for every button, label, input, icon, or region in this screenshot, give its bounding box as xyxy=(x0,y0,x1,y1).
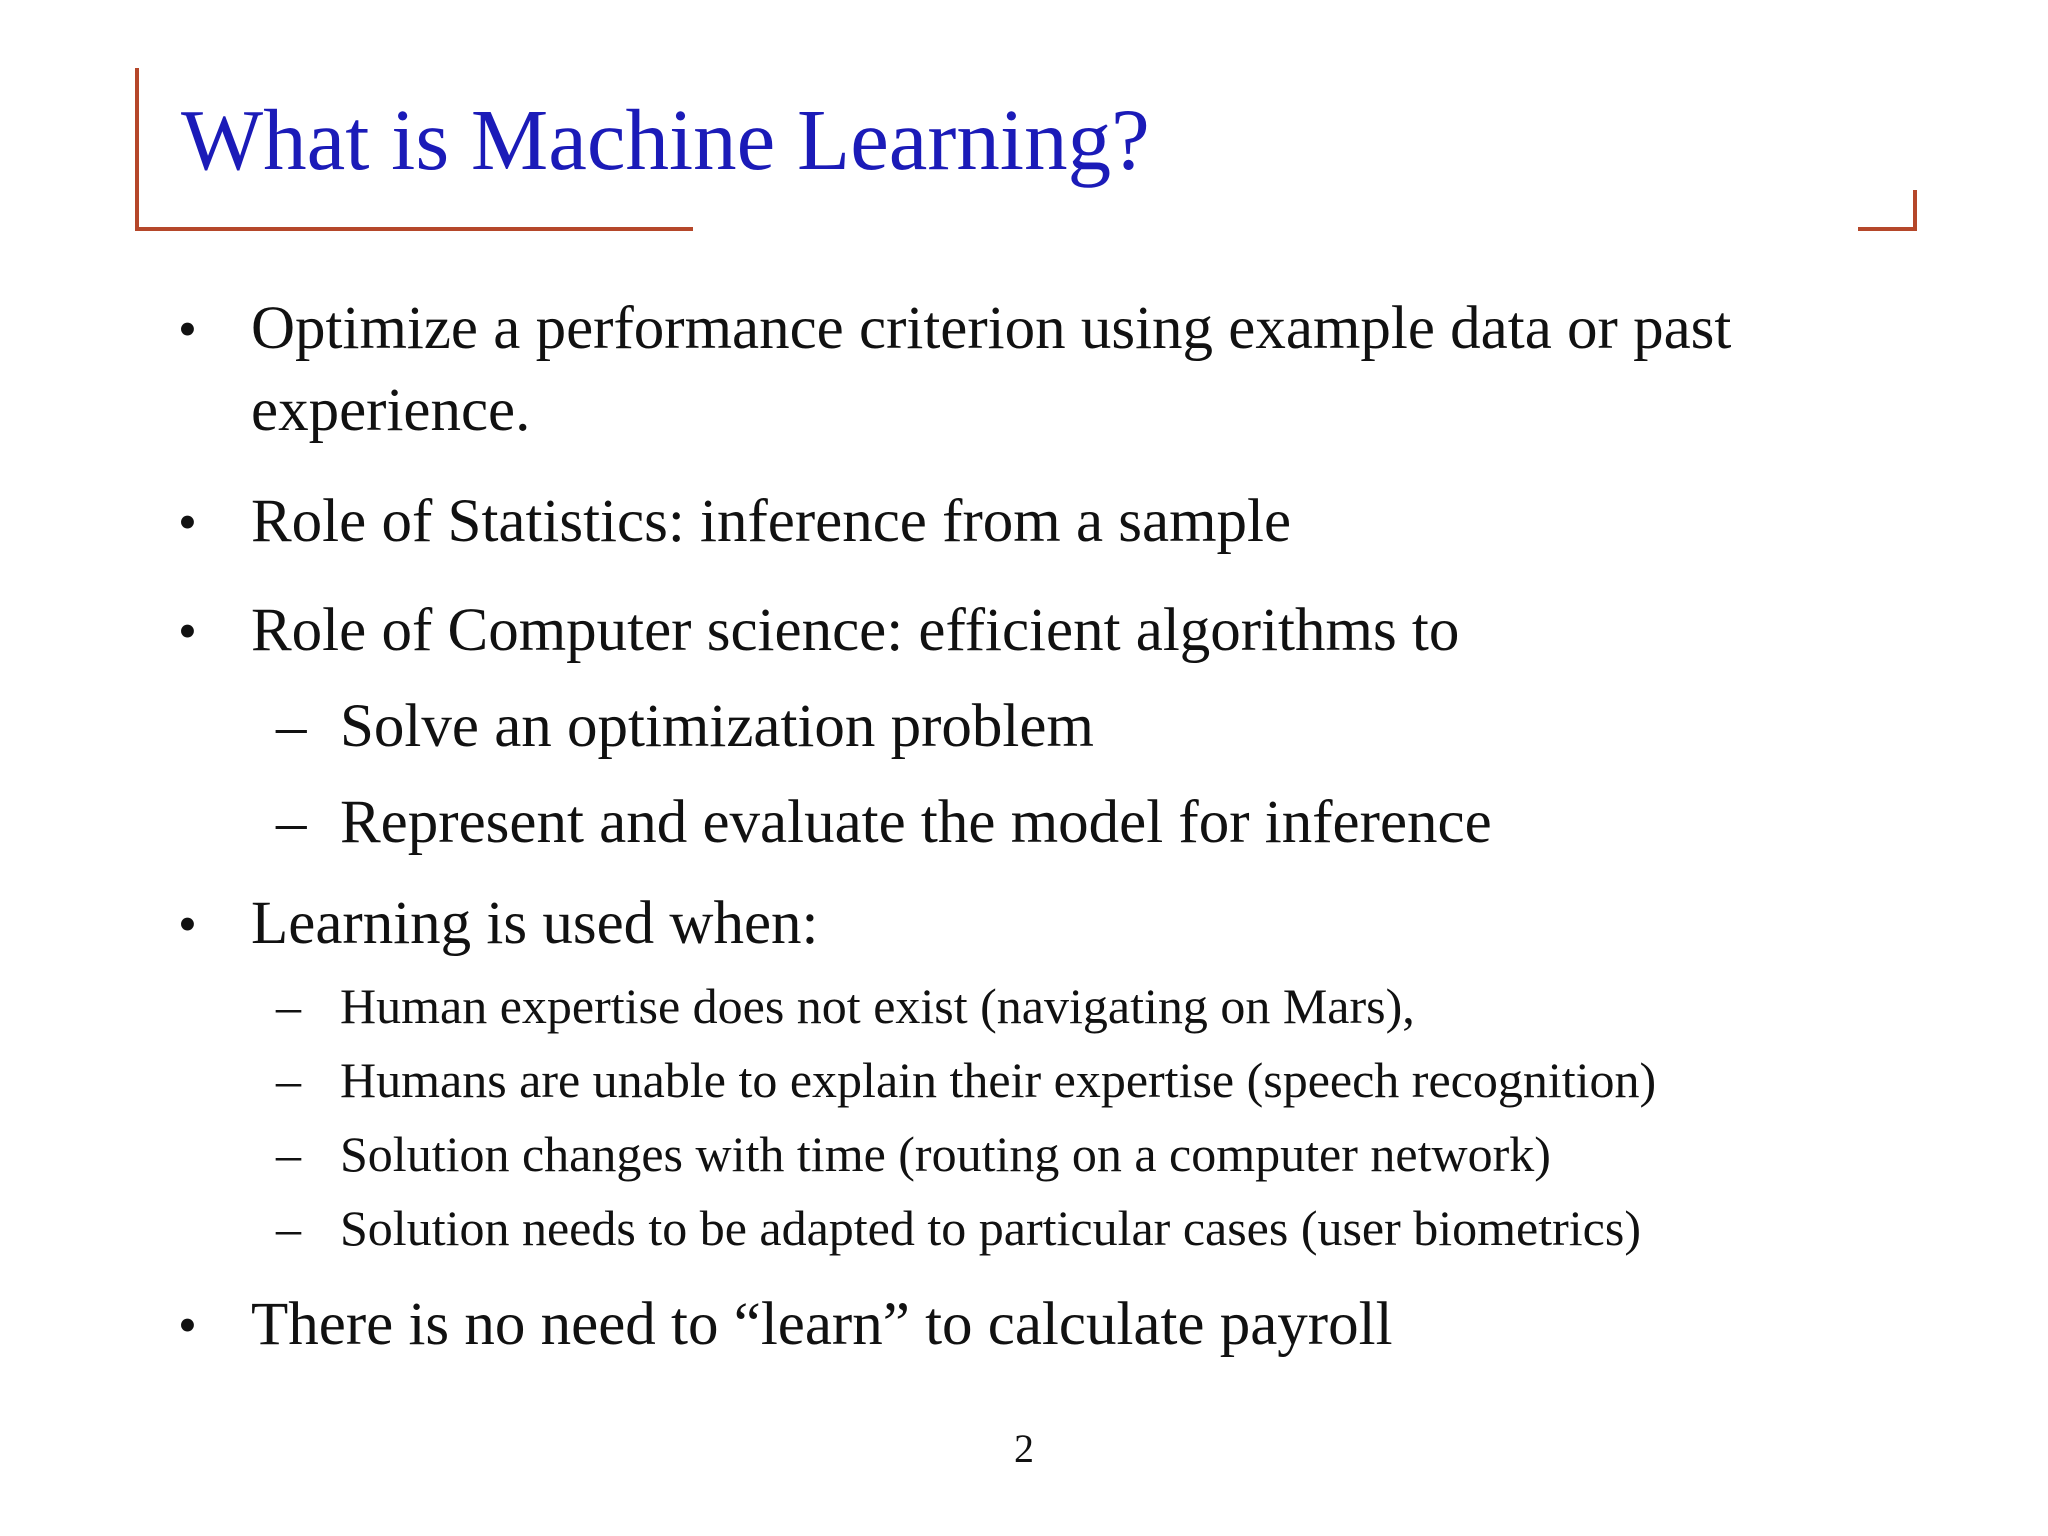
frame-left-horizontal-line xyxy=(135,227,693,231)
bullet-marker: • xyxy=(178,492,197,552)
bullet-text-line: Role of Statistics: inference from a sample xyxy=(251,488,1292,555)
bullet-text-line: Learning is used when: xyxy=(251,890,819,957)
page-number: 2 xyxy=(1014,1426,1034,1471)
sub-bullet-text: Humans are unable to explain their expertise (speech recognition) xyxy=(340,1052,1657,1108)
bullet-marker: • xyxy=(178,601,197,661)
sub-bullet-text: Solve an optimization problem xyxy=(340,693,1094,760)
slide-title: What is Machine Learning? xyxy=(181,91,1150,188)
sub-bullet-text: Solution needs to be adapted to particular cases (user biometrics) xyxy=(340,1200,1641,1256)
dash-marker: – xyxy=(276,1126,301,1182)
frame-left-vertical-line xyxy=(135,68,139,231)
sub-bullet-text: Human expertise does not exist (navigating on Mars), xyxy=(340,978,1415,1034)
frame-right-vertical-line xyxy=(1913,190,1917,231)
dash-marker: – xyxy=(276,1052,301,1108)
dash-marker: – xyxy=(276,1200,301,1256)
bullet-marker: • xyxy=(178,894,197,954)
dash-marker: – xyxy=(276,789,307,856)
dash-marker: – xyxy=(276,693,307,760)
bullet-marker: • xyxy=(178,1295,197,1355)
bullet-marker: • xyxy=(178,299,197,359)
sub-bullet-text: Solution changes with time (routing on a computer network) xyxy=(340,1126,1551,1182)
bullet-text-line: Optimize a performance criterion using example data or past xyxy=(251,295,1732,362)
bullet-text-line: experience. xyxy=(251,377,531,444)
bullet-text-line: There is no need to “learn” to calculate payroll xyxy=(251,1291,1393,1358)
sub-bullet-text: Represent and evaluate the model for inference xyxy=(340,789,1492,856)
dash-marker: – xyxy=(276,978,301,1034)
bullet-text-line: Role of Computer science: efficient algorithms to xyxy=(251,597,1460,664)
frame-right-horizontal-line xyxy=(1858,227,1917,231)
